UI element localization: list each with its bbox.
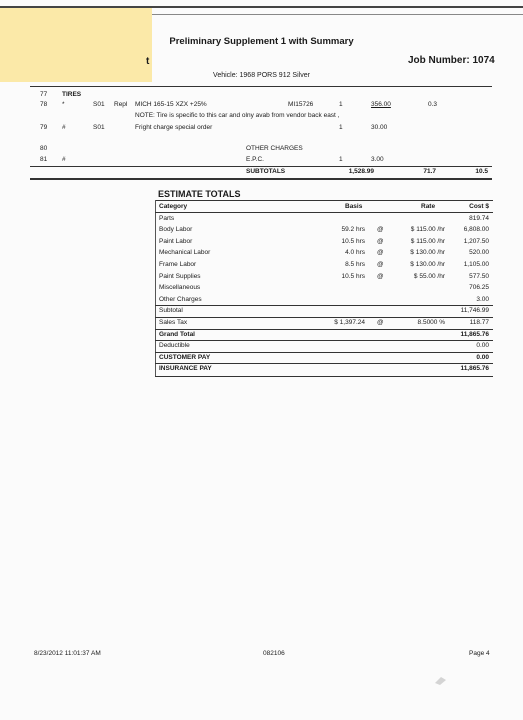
estimate-cost: 11,865.76 [460, 365, 489, 373]
estimate-bottom-rule [155, 376, 493, 377]
line-item [0, 124, 523, 134]
estimate-row [155, 352, 493, 364]
estimate-row [155, 329, 493, 341]
estimate-cost: 0.00 [476, 353, 489, 361]
line-mark: # [62, 156, 66, 163]
smudge-mark [432, 673, 450, 687]
estimate-cost: 6,808.00 [463, 226, 489, 234]
estimate-row [155, 259, 493, 271]
estimate-at: @ [377, 260, 384, 268]
line-qty: 1 [339, 124, 343, 131]
estimate-category: Grand Total [159, 330, 195, 338]
estimate-row [155, 294, 493, 306]
page-title: Preliminary Supplement 1 with Summary [169, 36, 354, 47]
line-price: 356.00 [371, 101, 391, 108]
estimate-category: CUSTOMER PAY [159, 353, 211, 361]
estimate-row [155, 317, 493, 329]
estimate-category: INSURANCE PAY [159, 365, 212, 373]
subtotals-paint: 10.5 [475, 168, 488, 175]
subtotal-divider-top [30, 166, 492, 167]
estimate-row [155, 306, 493, 318]
line-mark: * [62, 101, 65, 108]
estimate-basis: $ 1,397.24 [334, 318, 365, 326]
header-category: Category [159, 202, 188, 210]
estimate-at: @ [377, 272, 384, 280]
subtotals-price: 1,528.99 [348, 168, 374, 175]
header-rate: Rate [421, 202, 436, 210]
estimate-category: Paint Labor [159, 237, 193, 245]
line-num: 79 [40, 124, 48, 131]
line-qty: 1 [339, 101, 343, 108]
partial-heading: t [146, 56, 150, 67]
estimate-basis: 4.0 hrs [345, 249, 365, 257]
header-basis: Basis [345, 202, 363, 210]
estimate-cost: 577.50 [469, 272, 489, 280]
estimate-category: Frame Labor [159, 260, 197, 268]
line-num: 77 [40, 91, 48, 98]
estimate-category: Mechanical Labor [159, 249, 211, 257]
line-op: S01 [93, 101, 105, 108]
line-qty: 1 [339, 156, 343, 163]
estimate-rate: $ 115.00 /hr [410, 237, 445, 245]
estimate-basis: 10.5 hrs [341, 272, 365, 280]
line-type: Repl [114, 101, 128, 108]
line-num: 81 [40, 156, 48, 163]
line-op: S01 [93, 124, 105, 131]
subtotal-divider-bottom [30, 178, 492, 180]
line-mark: # [62, 124, 66, 131]
top-rule-secondary [90, 14, 523, 15]
vehicle-info: Vehicle: 1968 PORS 912 Silver [213, 72, 310, 79]
header-cost: Cost $ [469, 202, 489, 210]
footer-timestamp: 8/23/2012 11:01:37 AM [34, 650, 101, 657]
line-desc: OTHER CHARGES [246, 145, 303, 152]
subtotals-labor: 71.7 [423, 168, 436, 175]
estimate-category: Body Labor [159, 226, 193, 234]
estimate-row [155, 236, 493, 248]
estimate-rate: 8.5000 % [417, 318, 445, 326]
estimate-cost: 706.25 [469, 284, 489, 292]
line-item [0, 145, 523, 155]
estimate-cost: 11,746.99 [460, 307, 489, 315]
line-num: 78 [40, 101, 48, 108]
line-num: 80 [40, 145, 48, 152]
estimate-cost: 520.00 [469, 249, 489, 257]
estimate-category: Deductible [159, 342, 190, 350]
estimate-basis: 59.2 hrs [341, 226, 365, 234]
job-number: Job Number: 1074 [408, 55, 495, 66]
estimate-row [155, 271, 493, 283]
line-desc: E.P.C. [246, 156, 264, 163]
estimate-cost: 1,105.00 [463, 260, 489, 268]
estimate-cost: 118.77 [469, 318, 489, 326]
line-price: 30.00 [371, 124, 388, 131]
line-item [0, 156, 523, 166]
estimate-category: Miscellaneous [159, 284, 201, 292]
estimate-row [155, 283, 493, 295]
estimate-at: @ [377, 318, 384, 326]
estimate-category: Parts [159, 214, 175, 222]
estimate-at: @ [377, 237, 384, 245]
line-desc: NOTE: Tire is specific to this car and olny avab from vendor back east , [135, 112, 340, 119]
estimate-row [155, 213, 493, 225]
line-desc: Fright charge special order [135, 124, 213, 131]
estimate-row [155, 225, 493, 237]
header-divider [30, 86, 492, 87]
estimate-at: @ [377, 226, 384, 234]
estimate-cost: 1,207.50 [463, 237, 489, 245]
line-item [0, 91, 523, 101]
footer-page: Page 4 [469, 650, 490, 657]
estimate-cost: 11,865.76 [460, 330, 489, 338]
footer-code: 082106 [263, 650, 285, 657]
line-desc: TIRES [62, 91, 82, 98]
estimate-cost: 0.00 [476, 342, 489, 350]
estimate-totals-title: ESTIMATE TOTALS [158, 189, 241, 199]
estimate-rate: $ 130.00 /hr [410, 260, 445, 268]
estimate-rate: $ 115.00 /hr [410, 226, 445, 234]
estimate-cost: 819.74 [469, 214, 489, 222]
line-item [0, 101, 523, 111]
estimate-rate: $ 55.00 /hr [413, 272, 445, 280]
estimate-header-row [155, 201, 493, 213]
subtotals-label: SUBTOTALS [246, 168, 286, 175]
line-labor: 0.3 [428, 101, 438, 108]
estimate-row [155, 364, 493, 376]
estimate-category: Paint Supplies [159, 272, 201, 280]
line-desc: MICH 165-15 XZX +25% [135, 101, 207, 108]
estimate-cost: 3.00 [476, 295, 489, 303]
estimate-rate: $ 130.00 /hr [410, 249, 445, 257]
estimate-row [155, 248, 493, 260]
estimate-basis: 10.5 hrs [341, 237, 365, 245]
estimate-category: Subtotal [159, 307, 183, 315]
estimate-at: @ [377, 249, 384, 257]
estimate-basis: 8.5 hrs [345, 260, 365, 268]
line-item [0, 112, 523, 122]
estimate-row [155, 341, 493, 353]
line-part: MI15726 [288, 101, 314, 108]
line-price: 3.00 [371, 156, 384, 163]
estimate-category: Other Charges [159, 295, 202, 303]
estimate-category: Sales Tax [159, 318, 188, 326]
